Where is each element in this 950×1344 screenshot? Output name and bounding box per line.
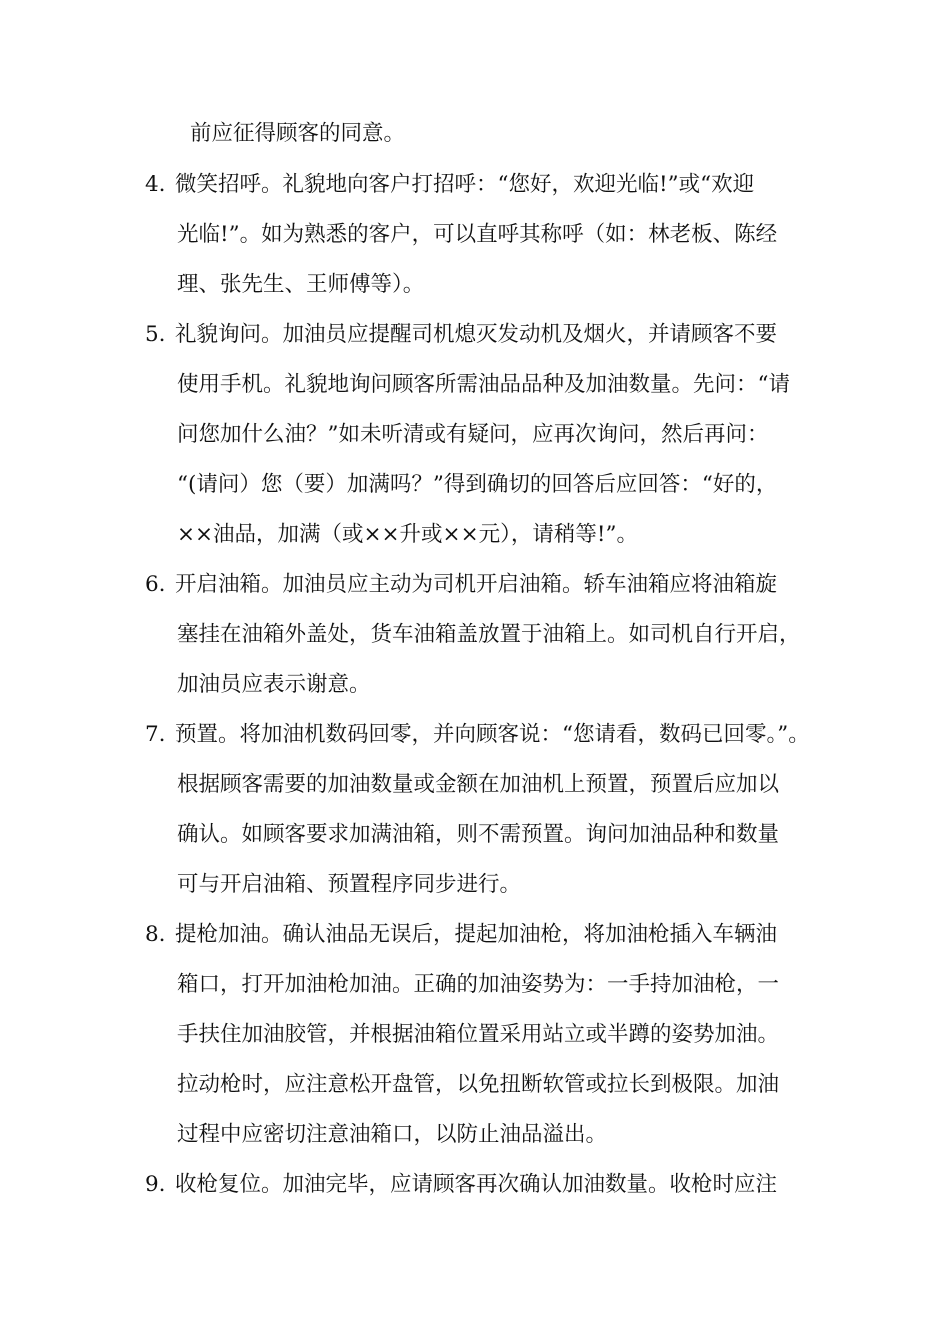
list-item-8 (145, 924, 777, 946)
line-text: 根据顾客需要的加油数量或金额在加油机上预置，预置后应加以 (177, 772, 780, 797)
line-text: 加油员应表示谢意。 (177, 672, 371, 697)
line-text: 使用手机。礼貌地询问顾客所需油品品种及加油数量。先问：“请 (177, 372, 790, 397)
line-text: 手扶住加油胶管，并根据油箱位置采用站立或半蹲的姿势加油。 (177, 1022, 780, 1047)
line-text: 预置。将加油机数码回零，并向顾客说：“您请看，数码已回零。”。 (175, 722, 810, 747)
list-number: 4. (145, 172, 166, 197)
list-number: 5. (145, 322, 166, 347)
list-item-4 (145, 174, 754, 196)
list-item-6 (145, 574, 777, 596)
line-text: 微笑招呼。礼貌地向客户打招呼：“您好，欢迎光临!”或“欢迎 (175, 172, 755, 197)
line-text: 提枪加油。确认油品无误后，提起加油枪，将加油枪插入车辆油 (175, 922, 778, 947)
list-item-9 (145, 1174, 777, 1196)
line-text: 问您加什么油？”如未听清或有疑问，应再次询问，然后再问： (177, 422, 769, 447)
text-line (177, 974, 779, 996)
line-text: “(请问）您（要）加满吗？”得到确切的回答后应回答：“好的， (177, 472, 778, 497)
text-line (177, 1124, 607, 1146)
list-number: 9. (145, 1172, 166, 1197)
text-line (177, 1074, 779, 1096)
line-text: 开启油箱。加油员应主动为司机开启油箱。轿车油箱应将油箱旋 (175, 572, 778, 597)
text-line (177, 274, 424, 296)
list-number: 7. (145, 722, 166, 747)
line-text: 塞挂在油箱外盖处，货车油箱盖放置于油箱上。如司机自行开启， (177, 622, 801, 647)
text-line (177, 874, 521, 896)
text-line (177, 424, 769, 446)
line-text: 拉动枪时，应注意松开盘管，以免扭断软管或拉长到极限。加油 (177, 1072, 780, 1097)
text-line (190, 123, 405, 145)
line-text: 礼貌询问。加油员应提醒司机熄灭发动机及烟火，并请顾客不要 (175, 322, 778, 347)
line-text: 箱口，打开加油枪加油。正确的加油姿势为：一手持加油枪，一 (177, 972, 780, 997)
text-line (177, 674, 371, 696)
text-line (177, 824, 779, 846)
line-text: 光临!”。如为熟悉的客户，可以直呼其称呼（如：林老板、陈经 (177, 222, 778, 247)
list-item-7 (145, 724, 810, 746)
line-text: 确认。如顾客要求加满油箱，则不需预置。询问加油品种和数量 (177, 822, 780, 847)
line-text: 过程中应密切注意油箱口，以防止油品溢出。 (177, 1122, 608, 1147)
line-text: ××油品，加满（或××升或××元），请稍等!”。 (177, 522, 638, 547)
line-text: 理、张先生、王师傅等）。 (177, 272, 425, 297)
line-text: 前应征得顾客的同意。 (190, 121, 406, 146)
line-text: 收枪复位。加油完毕，应请顾客再次确认加油数量。收枪时应注 (175, 1172, 778, 1197)
text-line (177, 474, 777, 496)
text-line (177, 374, 790, 396)
line-text: 可与开启油箱、预置程序同步进行。 (177, 872, 522, 897)
text-line (177, 224, 777, 246)
list-item-5 (145, 324, 777, 346)
list-number: 8. (145, 922, 166, 947)
text-line (177, 774, 779, 796)
text-line (177, 1024, 779, 1046)
list-number: 6. (145, 572, 166, 597)
text-line (177, 524, 638, 546)
text-line (177, 624, 801, 646)
